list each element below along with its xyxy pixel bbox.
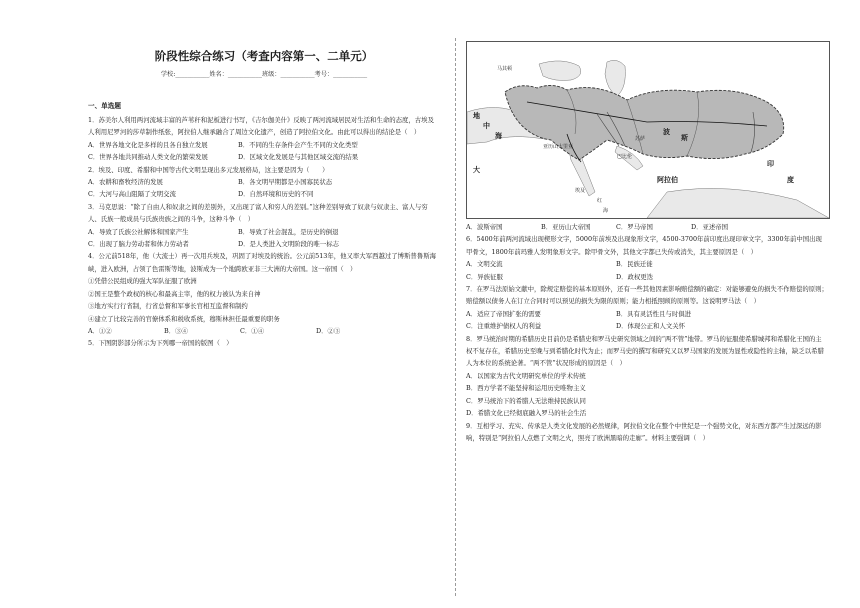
option-b: B．导致了社会混乱，是历史的倒退 — [238, 227, 339, 236]
option-b: B．民族迁徙 — [616, 260, 653, 269]
statement-1: ①凭借公民组成的强大军队征服了欧洲 — [88, 277, 197, 286]
option-a: A．农耕和畜牧经济的发展 — [88, 178, 163, 187]
option-b: B．不同的生存条件会产生不同的文化类型 — [238, 140, 358, 149]
option-a: A．适应了帝国扩张的需要 — [466, 309, 541, 318]
option-d: D．②③ — [316, 326, 341, 335]
option-c: C．①④ — [240, 326, 265, 335]
question-7 — [466, 283, 828, 333]
option-a: A．文明交流 — [466, 260, 503, 269]
option-c: C．注重维护债权人的利益 — [466, 322, 542, 331]
student-info-line: 学校:___________姓名：___________班级：___________考号：___________ — [160, 71, 368, 78]
option-c: C．罗马统治下的希腊人无法维持民族认同 — [466, 396, 586, 405]
question-stem: 8．罗马统治时期的希腊历史目前仍是希腊史和罗马史研究领域之间的“两不管”地带。罗马的征服使希腊城邦和希腊化王国的主权不复存在，希腊历史至晚与到希腊化时代为止；而罗马史的撰写和研究又以罗马国家的发展为显性或隐性的主轴，缺乏以希腊人为本位的系统论著。“两不管”状况形成的原因是（ ） — [466, 334, 824, 368]
left-column — [88, 40, 440, 350]
map-label: 亚历山大里亚 — [543, 144, 574, 150]
option-d: D．希腊文化已经彻底融入罗马的社会生活 — [466, 409, 587, 418]
question-6 — [466, 233, 828, 283]
map-label: 波 — [663, 128, 670, 136]
map-label: 印 — [767, 160, 774, 168]
option-d: D．亚述帝国 — [691, 223, 729, 231]
option-b: B．西方学者不能坚持和运用历史唯物主义 — [466, 384, 586, 393]
question-5 — [88, 337, 440, 349]
map-graphic — [467, 42, 829, 218]
question-1 — [88, 114, 440, 164]
question-stem: 4．公元前518年，他（大流士）再一次用兵埃及，巩固了对埃及的统治。公元前513年，他又率大军西越过了博斯普鲁斯海峡，进入欧洲，占领了色雷斯等地，波斯成为一个地跨欧亚非三大洲的大帝国。这一帝国（ ） — [88, 252, 436, 273]
empire-map — [466, 41, 830, 219]
map-label: 斯 — [681, 134, 688, 142]
question-stem: 9．互相学习、充实、传承是人类文化发展的必然规律，阿拉伯文化在整个中世纪是一个强势文化，对东西方都产生过深远的影响，特别是“阿拉伯人点燃了文明之火，照亮了欧洲黑暗的走廊”。材料主要强调（ ） — [466, 421, 822, 442]
map-label: 巴比伦 — [617, 154, 633, 160]
option-b: B．具有灵活性且与时俱进 — [616, 309, 691, 318]
option-b: B．亚历山大帝国 — [541, 223, 591, 231]
option-d: D．政权更迭 — [616, 272, 654, 281]
option-b: B．③④ — [164, 326, 188, 335]
option-d: D．自然环境和历史的不同 — [238, 190, 314, 199]
option-a: A．以国家为古代文明研究单位的学术传统 — [466, 371, 586, 380]
option-c: C．大河与高山阻隔了文明交流 — [88, 190, 176, 199]
option-c: C．异族征服 — [466, 272, 503, 281]
option-a: A．导致了氏族公社解体和国家产生 — [88, 227, 189, 236]
option-d: D．是人类进入文明阶段的唯一标志 — [238, 240, 339, 249]
map-label: 马其顿 — [497, 66, 513, 72]
question-9 — [466, 420, 828, 445]
question-4 — [88, 250, 440, 337]
option-a: A．波斯帝国 — [466, 223, 503, 231]
option-c: C．出现了脑力劳动者和体力劳动者 — [88, 240, 189, 249]
map-label: 红 — [597, 198, 603, 204]
map-label: 海 — [603, 208, 609, 214]
map-label: 中 — [483, 122, 490, 130]
question-8 — [466, 333, 828, 420]
question-stem: 6．5400年前两河流域出现楔形文字，5000年前埃及出现象形文字，4500-3700年前印度出现印章文字，3300年前中国出现甲骨文，1800年前玛雅人发明象形文字。除甲骨文外，其他文字都已失传或消失，其主要原因是（ ） — [466, 235, 822, 256]
right-column — [466, 221, 828, 444]
question-2 — [88, 164, 440, 201]
map-label: 苏萨 — [635, 136, 646, 142]
section-heading: 一、单选题 — [88, 102, 121, 110]
map-label: 地 — [473, 112, 480, 120]
option-c: C．罗马帝国 — [616, 223, 653, 231]
statement-4: ④建立了比较完善的官僚体系和税收系统，穆斯林担任最重要的职务 — [88, 314, 280, 323]
question-stem: 7．在罗马法原始文献中，除规定赔偿的基本原则外，还有一些其他因素影响赔偿额的确定：对能够避免的损失不作赔偿的原则；赔偿额以债务人在订立合同时可以预见的损失为限的原则；能力相抵照顾的原则等。这说明罗马法（ ） — [466, 285, 828, 306]
question-3 — [88, 201, 440, 251]
question-5-options — [466, 221, 828, 233]
option-d: D．区域文化发展是与其他区域交流的结果 — [238, 153, 359, 162]
page-title: 阶段性综合练习（考查内容第一、二单元） — [154, 49, 374, 63]
statement-3: ③地方实行行省制，行省总督和军事长官相互监督和制约 — [88, 302, 248, 311]
statement-2: ②国王是整个政权的核心和最高主宰，他的权力被认为来自神 — [88, 289, 261, 298]
question-stem: 5．下图阴影部分所示为下列哪一帝国的版图（ ） — [88, 339, 233, 348]
option-d: D．体现公正和人文关怀 — [616, 322, 686, 331]
map-label: 度 — [787, 176, 794, 184]
option-c: C．世界各地共同推动人类文化的繁荣发展 — [88, 153, 208, 162]
option-b: B．各文明早期都是小国寡民状态 — [238, 178, 333, 187]
map-label: 海 — [495, 132, 502, 140]
question-stem: 2．埃及、印度、希腊和中国等古代文明呈现出多元发展格局，这主要是因为（ ） — [88, 165, 329, 174]
map-label: 埃及 — [575, 188, 586, 194]
column-divider — [455, 38, 456, 596]
map-label: 阿拉伯 — [657, 176, 678, 184]
option-a: A．世界各地文化是多样的且各自独立发展 — [88, 140, 208, 149]
question-stem: 1．苏美尔人利用两河流域丰富的芦苇秆和泥板进行书写，《吉尔伽美什》反映了两河流域居民对生活和生命的态度，古埃及人利用尼罗河的莎草制作纸张，阿拉伯人继承融合了周边文化遗产，创造了阿拉伯文化。由此可以得出的结论是（ ） — [88, 116, 434, 137]
option-a: A．①② — [88, 326, 112, 335]
map-label: 大 — [473, 166, 480, 174]
question-stem: 3．马克思说：“除了自由人和奴隶之间的差别外，又出现了富人和穷人的差别。”这种差别导致了奴隶与奴隶主、富人与穷人、氏族一般成员与氏族贵族之间的斗争，这种斗争（ ） — [88, 202, 428, 224]
